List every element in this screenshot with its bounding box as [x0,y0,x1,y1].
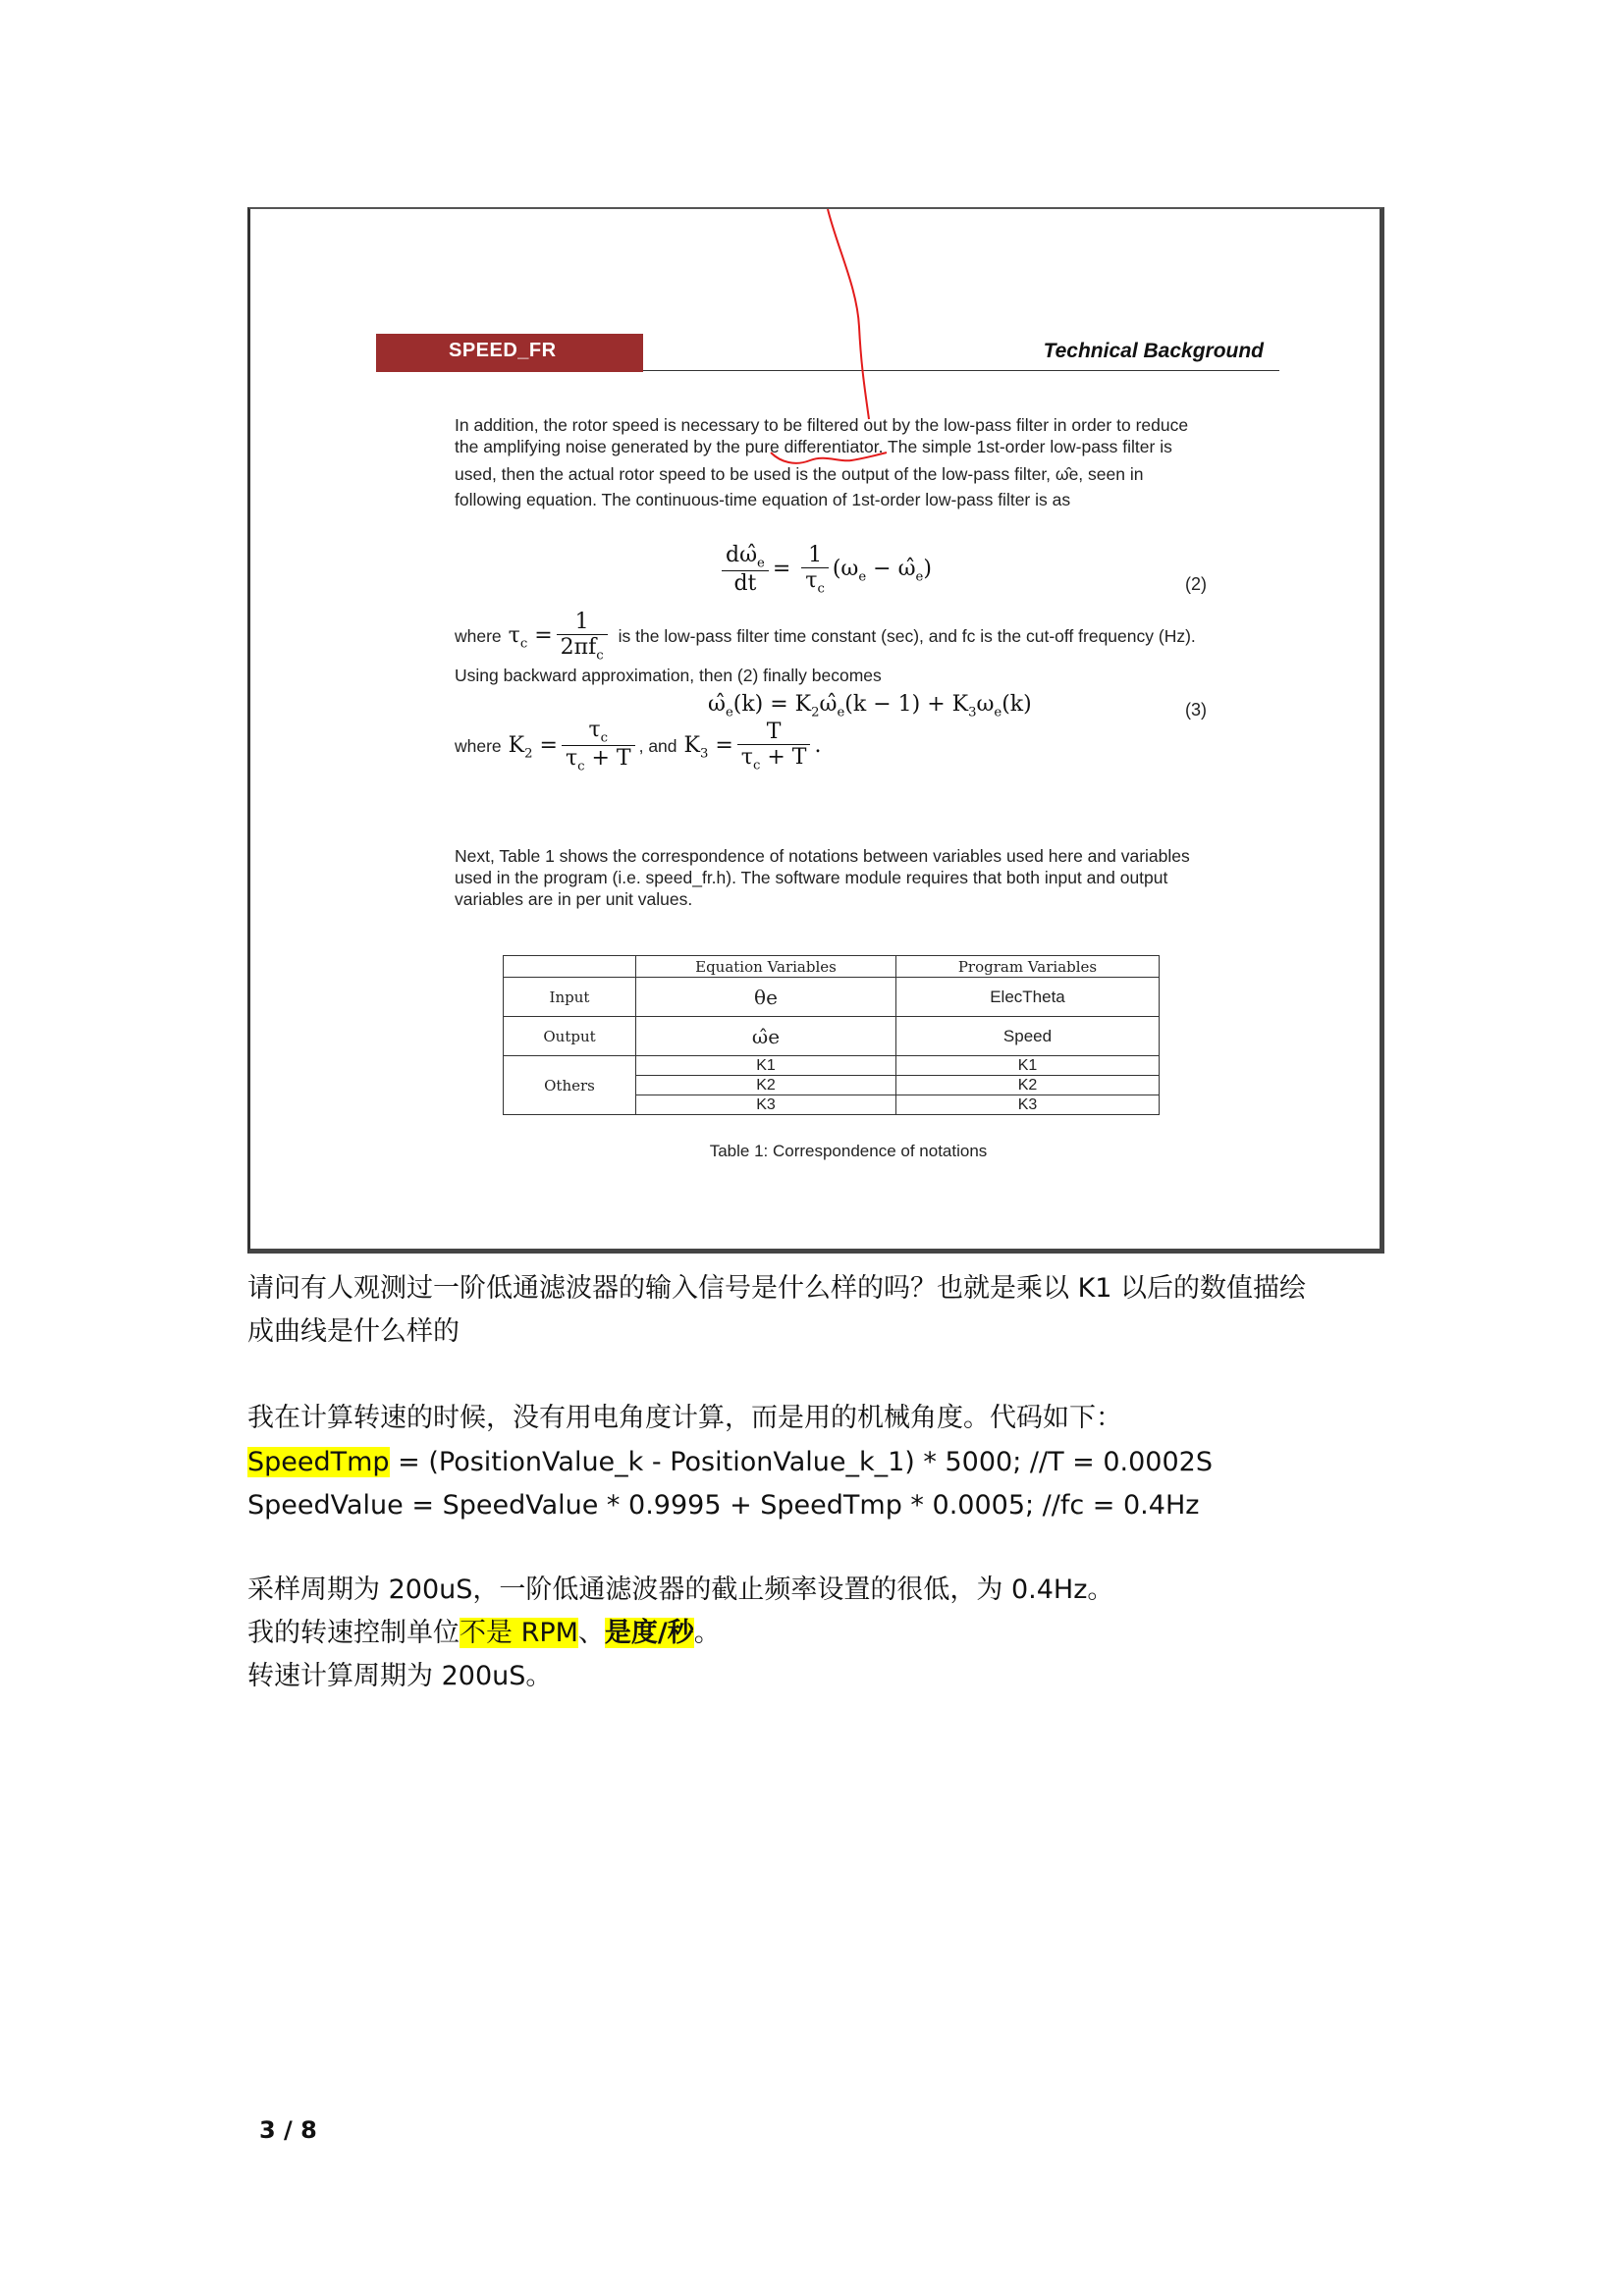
cell-eq-k1: K1 [636,1056,896,1076]
cell-eq-k3: K3 [636,1095,896,1115]
row-label-input: Input [504,978,636,1017]
cell-prog-k1: K1 [896,1056,1160,1076]
equation-3: $\omegâ_e(k)$ = $K_2\omegâ_e(k - 1) + K_3\omega_e(k)$ [708,692,1032,721]
equation-3-number: (3) [1185,700,1207,720]
cell-prog-k3: K3 [896,1095,1160,1115]
question-line-1: 请问有人观测过一阶低通滤波器的输入信号是什么样的吗？也就是乘以 K1 以后的数值描绘 [247,1273,1307,1304]
cell-eq-output: ω̂e [636,1017,896,1056]
para1-line-3: used, then the actual rotor speed to be used is the output of the low-pass filter, ω̂e, seen in [455,464,1144,484]
table-header-program: Program Variables [896,956,1160,978]
backward-approx-line: Using backward approximation, then (2) finally becomes [455,666,882,685]
where-label: where [455,626,502,647]
code-line-1 [247,1447,1213,1477]
para2-line-2: used in the program (i.e. speed_fr.h). The software module requires that both input and output [455,868,1168,887]
intro-line: 我在计算转速的时候，没有用电角度计算，而是用的机械角度。代码如下： [247,1403,1122,1433]
para1-line-1: In addition, the rotor speed is necessary to be filtered out by the low-pass filter in order to reduce [455,415,1189,435]
row-label-output: Output [504,1017,636,1056]
unit-end: 。 [693,1618,721,1648]
para2-line-3: variables are in per unit values. [455,889,693,909]
notation-table [503,955,1160,1115]
row-label-others: Others [504,1056,636,1115]
unit-not-rpm: 不是 RPM [460,1618,578,1648]
page-number: 3 / 8 [259,2116,317,2144]
table-row [504,1017,1160,1056]
header-right-title: Technical Background [1043,340,1264,362]
unit-line [247,1612,721,1655]
equation-2-number: (2) [1185,574,1207,594]
embedded-screenshot [247,207,1384,1254]
unit-separator: 、 [577,1618,605,1648]
question-line-2: 成曲线是什么样的 [247,1316,460,1347]
k-definitions: where $K_2$ = $\frac{\tau_c}{\tau_c + T}$ , and $K_3$ = $\frac{T}{\tau_c + T}$ . [455,718,822,774]
table-row [504,978,1160,1017]
table-caption: Table 1: Correspondence of notations [709,1142,988,1160]
where-k-label: where [455,735,502,756]
table-header-equation: Equation Variables [636,956,896,978]
unit-prefix: 我的转速控制单位 [247,1618,460,1648]
cell-eq-input: θe [636,978,896,1017]
and-label: , and [638,735,677,756]
table-header-blank [504,956,636,978]
table-header-row [504,956,1160,978]
para1-line-2: the amplifying noise generated by the pure differentiator. The simple 1st-order low-pass filter is [455,437,1172,456]
equation-2: $\frac{d\omegâ_e}{dt}$ = $\frac{1}{\tau_c}$ ($\omega_e$ − $\omegâ_e$) [718,543,932,596]
paragraph-table-intro [455,845,1262,910]
code-var-highlight: SpeedTmp [247,1447,390,1477]
para2-line-1: Next, Table 1 shows the correspondence of notations between variables used here and variables [455,846,1190,866]
header-left-title: SPEED_FR [449,340,557,361]
code-line-2: SpeedValue = SpeedValue * 0.9995 + SpeedTmp * 0.0005; //fc = 0.4Hz [247,1490,1200,1521]
cell-eq-k2: K2 [636,1076,896,1095]
cell-prog-k2: K2 [896,1076,1160,1095]
speed-calc-period-line: 转速计算周期为 200uS。 [247,1661,553,1691]
sample-period-line: 采样周期为 200uS，一阶低通滤波器的截止频率设置的很低，为 0.4Hz。 [247,1575,1114,1605]
cell-prog-output: Speed [896,1017,1160,1056]
para1-line-4: following equation. The continuous-time equation of 1st-order low-pass filter is as [455,490,1071,509]
cell-prog-input: ElecTheta [896,978,1160,1017]
code-line-1-rest: = (PositionValue_k - PositionValue_k_1) * 5000; //T = 0.0002S [389,1447,1213,1477]
tau-definition: where $\tau_c$ = $\frac{1}{2\pi f_c}$ is the low-pass filter time constant (sec), and fc is the cut-off frequency (Hz). [455,610,1196,664]
tau-description: is the low-pass filter time constant (sec), and fc is the cut-off frequency (Hz). [618,626,1196,647]
paragraph-lowpass-intro [455,414,1262,510]
unit-deg-per-sec: 是度/秒 [604,1618,694,1648]
table-row [504,1056,1160,1076]
